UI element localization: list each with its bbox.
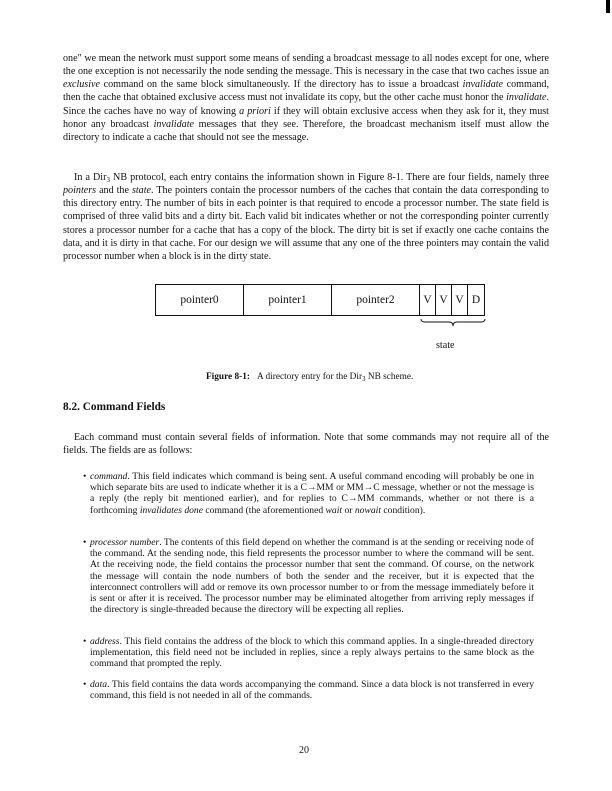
text-run: A directory entry for the Dir [256, 372, 363, 382]
text-run: one" we mean the network must support some means of sending a broadcast message to all nodes except for one, where the one exception is not necessarily the node sending the message. This is necessary in the case that two caches issue an [63, 53, 549, 78]
subscript: 3 [362, 375, 366, 383]
field-pointer0: pointer0 [156, 285, 244, 315]
bullet-term: processor number [90, 537, 160, 548]
state-brace-icon [420, 318, 486, 328]
text-run: . This field contains the data words accompanying the command. Since a data block is not transferred in every command, this field is not needed in all of the commands. [90, 679, 534, 702]
bullet-icon: • [83, 636, 87, 647]
text-run: . The pointers contain the processor numbers of the caches that contain the data corresponding to this directory entry. The number of bits in each pointer is that required to encode a processor number. The state field is comprised of three valid bits and a dirty bit. Each valid bit indicates whether or not the corresponding pointer currently stores a processor number for a cache that has a copy of the block. The dirty bit is set if exactly one cache contains the data, and it is dirty in that cache. For our design we will assume that any one of the three pointers may contain the valid processor number when a block is in the dirty state. [63, 185, 549, 262]
bullet-data [83, 679, 534, 702]
text-run: command on the same block simultaneously. If the directory has to issue a broadcast [99, 79, 463, 91]
text-run: or [342, 504, 355, 516]
text-run: In a Dir [74, 172, 107, 183]
figure-caption [206, 372, 413, 382]
text-run: . Since the caches have no way of knowing [63, 92, 549, 117]
emphasis-state: state [131, 185, 152, 197]
bullet-address [83, 636, 534, 670]
text-run: command, then the cache that obtained exclusive access must not invalidate its copy, but the other cache must honor the [63, 79, 549, 104]
text-run: . This field contains the address of the block to which this command applies. In a single-threaded directory implementation, this field need not be included in replies, since a reply always pertains to the same block as the command that prompted the reply. [90, 636, 534, 670]
intro-paragraph [63, 52, 549, 144]
bullet-processor-number [83, 537, 534, 616]
scan-corner-mark [606, 0, 610, 13]
emphasis-invalidate: invalidate [506, 92, 547, 104]
bullet-icon: • [83, 679, 87, 690]
bullet-term: command [90, 471, 128, 482]
bullet-command [83, 471, 534, 516]
text-run: condition). [380, 504, 426, 516]
emphasis: invalidates done [139, 504, 203, 516]
text-run: NB protocol, each entry contains the information shown in Figure 8-1. There are four fields, namely three [109, 172, 550, 183]
field-dirty-bit: D [471, 294, 481, 306]
text-run: command (the aforementioned [202, 504, 326, 516]
section-heading: 8.2. Command Fields [63, 401, 166, 413]
bullet-term: address [90, 636, 120, 647]
emphasis-a-priori: a priori [239, 105, 271, 117]
field-valid-bit-1: V [436, 285, 452, 315]
state-label: state [436, 340, 455, 351]
text-run: and the [96, 185, 132, 197]
emphasis-pointers: pointers [63, 185, 97, 197]
field-pointer1: pointer1 [244, 285, 332, 315]
text-run: NB scheme. [365, 372, 414, 382]
subscript: 3 [106, 176, 110, 184]
emphasis: nowait [354, 504, 381, 516]
field-valid-bit-2: V [452, 285, 468, 315]
bullet-term: data [90, 679, 108, 690]
directory-entry-paragraph [63, 171, 549, 263]
text-run: . This field indicates which command is being sent. A useful command encoding will probably be one in which separate bits are used to indicate whether it is a C→MM or MM→C message, whether or not the message is a reply (the reply bit mentioned earlier), and for replies to C→MM commands, whether or not there is a forthcoming [90, 471, 534, 516]
field-valid-bit-0: V [420, 285, 436, 315]
text-run: if they will obtain exclusive access when they ask for it, they must honor any broadcast [63, 105, 549, 130]
section-intro: Each command must contain several fields of information. Note that some commands may not require all of the fields. The fields are as follows: [63, 432, 549, 457]
page-number: 20 [299, 745, 309, 756]
bullet-icon: • [83, 471, 87, 482]
text-run: . The contents of this field depend on whether the command is at the sending or receiving node of the command. At the sending node, this field represents the processor number to where the command will be sent. At the receiving node, the field contains the processor number that sent the command. Of course, on the network the message will contain the node numbers of both the sender and the receiver, but it is expected that the interconnect controllers will add or remove its own processor number to or from the message immediately before it is sent or after it is received. The processor number may be eliminated altogether from arriving reply messages if the directory is single-threaded because the directory will be expecting all replies. [90, 537, 534, 616]
emphasis: wait [325, 504, 343, 516]
emphasis-invalidate: invalidate [153, 118, 194, 130]
emphasis-exclusive: exclusive [63, 79, 100, 91]
directory-entry-diagram [155, 284, 485, 316]
text-run: messages that they see. Therefore, the broadcast mechanism itself must allow the directory to indicate a cache that should not see the message. [63, 118, 549, 143]
field-pointer2: pointer2 [332, 285, 420, 315]
caption-label: Figure 8-1: [206, 372, 250, 382]
emphasis-invalidate: invalidate [462, 79, 504, 91]
bullet-icon: • [83, 537, 87, 548]
